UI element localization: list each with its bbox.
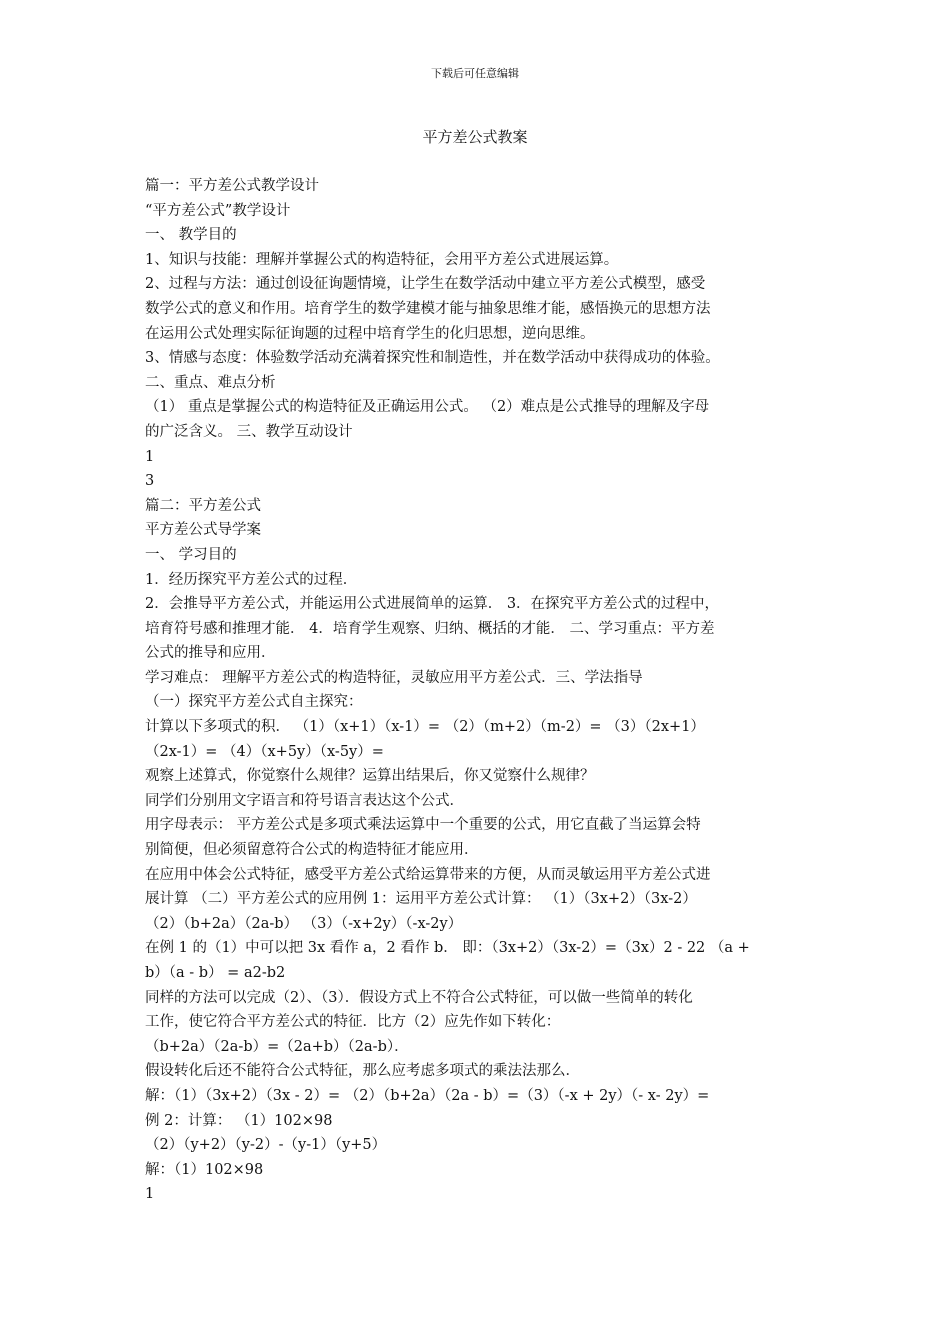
body-line: 平方差公式导学案 <box>145 522 261 539</box>
body-line: 别简便，但必须留意符合公式的构造特征才能应用． <box>145 842 479 859</box>
body-line: 工作，使它符合平方差公式的特征．比方（2）应先作如下转化： <box>145 1014 561 1031</box>
body-line: 2、过程与方法：通过创设征询题情境，让学生在数学活动中建立平方差公式模型，感受 <box>145 276 706 293</box>
body-line: 展计算 （二）平方差公式的应用例 1：运用平方差公式计算： （1）（3x+2）（3x-2） <box>145 891 697 908</box>
document-title: 平方差公式教案 <box>422 128 528 146</box>
body-line: 1．经历探究平方差公式的过程． <box>145 571 358 588</box>
body-line: 培育符号感和推理才能． 4．培育学生观察、归纳、概括的才能． 二、学习重点：平方差 <box>145 620 715 637</box>
body-line: 篇二：平方差公式 <box>145 497 261 514</box>
body-line: 一、 学习目的 <box>145 546 237 563</box>
body-line: （b+2a）（2a-b）=（2a+b）（2a-b）． <box>145 1038 409 1055</box>
body-line: 公式的推导和应用． <box>145 645 276 662</box>
body-line: 同样的方法可以完成（2）、（3）．假设方式上不符合公式特征，可以做一些简单的转化 <box>145 989 693 1006</box>
body-line: 1 <box>145 448 155 465</box>
body-line: （2x-1）= （4）（x+5y）（x-5y）= <box>145 743 384 760</box>
body-line: （一）探究平方差公式自主探究： <box>145 694 363 711</box>
body-line: （2）（y+2）（y-2）-（y-1）（y+5） <box>145 1137 387 1154</box>
body-line: 1 <box>145 1186 155 1203</box>
body-line: 二、重点、难点分析 <box>145 374 276 391</box>
body-line: 假设转化后还不能符合公式特征，那么应考虑多项式的乘法法那么． <box>145 1063 580 1080</box>
body-line: 篇一：平方差公式教学设计 <box>145 178 319 194</box>
body-line: 在应用中体会公式特征，感受平方差公式给运算带来的方便，从而灵敏运用平方差公式进 <box>145 866 711 883</box>
body-line: 学习难点： 理解平方差公式的构造特征，灵敏应用平方差公式．三、学法指导 <box>145 669 643 686</box>
body-line: 数学公式的意义和作用。培育学生的数学建模才能与抽象思维才能，感悟换元的思想方法 <box>145 300 711 317</box>
body-line: 观察上述算式，你觉察什么规律？运算出结果后，你又觉察什么规律？ <box>145 768 595 785</box>
body-line: 3 <box>145 473 155 490</box>
body-line: 在运用公式处理实际征询题的过程中培育学生的化归思想，逆向思维。 <box>145 325 595 342</box>
body-line: 用字母表示： 平方差公式是多项式乘法运算中一个重要的公式，用它直截了当运算会特 <box>145 817 701 834</box>
body-line: 在例 1 的（1）中可以把 3x 看作 a，2 看作 b． 即：（3x+2）（3x-2）=（3x）2 - 22 （a + <box>145 940 750 957</box>
body-line: b）（a - b） = a2-b2 <box>145 965 286 981</box>
document-body <box>145 174 815 1207</box>
body-line: 解：（1）（3x+2）（3x - 2）= （2）（b+2a）（2a - b）=（3）（-x + 2y）（- x- 2y）= <box>145 1087 710 1104</box>
body-line: 的广泛含义。 三、教学互动设计 <box>145 423 353 440</box>
body-line: 一、 教学目的 <box>145 227 237 244</box>
body-line: 2．会推导平方差公式，并能运用公式进展简单的运算． 3．在探究平方差公式的过程中， <box>145 596 720 613</box>
body-line: “平方差公式”教学设计 <box>145 202 291 219</box>
body-line: 计算以下多项式的积． （1）（x+1）（x-1）= （2）（m+2）（m-2）= （3）（2x+1） <box>145 719 705 736</box>
body-line: 1、知识与技能：理解并掌握公式的构造特征，会用平方差公式进展运算。 <box>145 251 619 268</box>
header-note: 下载后可任意编辑 <box>431 67 519 80</box>
body-line: （1） 重点是掌握公式的构造特征及正确运用公式。 （2）难点是公式推导的理解及字母 <box>145 399 710 416</box>
body-line: 解：（1）102×98 <box>145 1161 264 1178</box>
body-line: 3、情感与态度：体验数学活动充满着探究性和制造性，并在数学活动中获得成功的体验。 <box>145 350 720 367</box>
body-line: 例 2：计算： （1）102×98 <box>145 1112 333 1129</box>
body-line: （2）（b+2a）（2a-b） （3）（-x+2y）（-x-2y） <box>145 915 463 932</box>
body-line: 同学们分别用文字语言和符号语言表达这个公式． <box>145 792 464 809</box>
